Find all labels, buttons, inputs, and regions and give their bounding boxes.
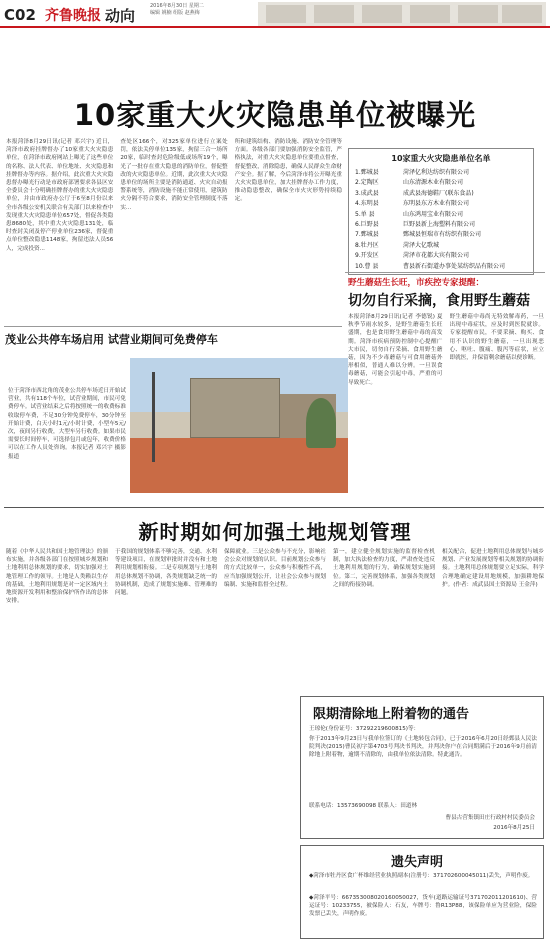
hazard-unit-county: 5.单 县: [355, 210, 375, 218]
hazard-unit-row: [355, 189, 527, 199]
page-number: C02: [4, 6, 36, 24]
hazard-unit-county: 10.曹 县: [355, 262, 379, 270]
hazard-unit-row: [355, 168, 527, 178]
notice-clear-attachments: [300, 696, 544, 839]
land-col-1: 随着《中华人民共和国土地管理法》的颁布实施，并各级各部门在按照城乡规划和土地利用总体规划的要求，切实加强对土地管理工作的领导。土地是人类赖以生存的基础，土地利用规划是对一定区域内土地资源开发利用和整治保护所作出的总体安排。: [6, 549, 108, 605]
hazard-unit-county: 9.开发区: [355, 252, 379, 260]
list-title: 10家重大火灾隐患单位名单: [391, 154, 491, 163]
lead-col-1: 本报菏泽8月29日讯(记者 邓兴宇) 近日，菏泽市政府挂牌督办了10家重大火灾隐患单位，在菏泽市政府网站上曝光了这些单位的名称、法人代表、单位地址、火灾隐患和挂牌督办等内容。据介绍，此次重大火灾隐患督办曝光行动是市政府部署要求各县区安全委员会十分明确挂牌督办的重大火灾隐患单位，并由市政府办公厅于6至8月份以来全市各级公安机关联合有关部门以来检查中发现重大火灾隐患单位657处，督促各类隐患8680处，其中重大火灾隐患131处，临时查封关闭及停产停业单位236家，督促重点单位整改隐患1148家，拘留违法人员56人，完成投资...: [6, 139, 114, 252]
parking-lot-photo: [130, 358, 348, 493]
header-meta: [150, 3, 270, 17]
lost-title: 遗失声明: [391, 855, 444, 870]
hazard-unit-name: 菏泽亿利达纺织有限公司: [403, 169, 470, 176]
section-name: 动向: [105, 7, 136, 25]
hazard-unit-row: [355, 251, 527, 261]
lost-line-1: ◆菏泽市牡丹区食广杯维经营业执照副本(注册号：371702600045011)丢失，声明作废。: [309, 873, 534, 879]
lead-col-2: 查处区166个，对325家单位进行立案处罚，依法关停单位135家，拘留三合一场所20家，临时查封危险级低或场所19个，曝光了一批存在重大隐患的消防单位，督促整改的火灾隐患单位。近期，此次重大火灾隐患单位的场所主要是消防通道、火灾自动报警系统等，消防设施不能正常使用，建筑防火分隔不符合要求，消防安全管理制度不落实...: [120, 139, 228, 211]
newspaper-brand: 齐鲁晚报: [45, 8, 101, 24]
mushroom-article-body: [348, 313, 544, 513]
hazard-unit-name: 鄄城县恒瑞市有纺织有限公司: [403, 231, 482, 239]
hazard-unit-name: 成武县海德鞋厂(联东食品): [403, 189, 474, 197]
issue-date: 2016年8月30日 星期二: [150, 3, 204, 9]
notice-body: 你于2013年9月23日与我单位签订的《土地转包合同》，已于2016年6月20日经鄄县人民法院判决(2015)曹民初字第4703号判决书判决，并判决你户在合同期满后于2016年9月前清除地上附着物，逾期不清除的，由我单位依法清除。特此通告。: [309, 736, 537, 759]
notice-signer: 曹县古营集镇田庄行政村村民委员会: [445, 815, 535, 821]
parking-text: 位于菏泽市西北角的茂业公共停车场近日开始试营业，共有118个车位，试营业期间，市民可免费停车。试营业结束之后将按照统一的收费标准收取停车费，不足30分钟免费停车，30分钟至开始计费，白天小时1元/小时计费，小型车5元/次，夜间另行收费，大型车另行收费。如果市民需要长时间停车，可选择包月或包年，收费价格可以在工作人员处咨询。本报记者 邓兴宇 摄影报道: [8, 388, 126, 460]
hazard-unit-row: [355, 241, 527, 251]
hazard-unit-name: 菏泽大亿歌城: [403, 241, 440, 249]
lead-col-3: 所和建筑结构、消防设施、消防安全管理等方面。各级各部门要加强消防安全监管，严格执法，对重大火灾隐患单位要重点督查，督促整改，消除隐患，确保人民群众生命财产安全。据了解，今后菏泽市将公开曝光重大火灾隐患单位，加大挂牌督办工作力度，推动隐患整改，确保全市火灾形势持续稳定。: [234, 139, 342, 203]
notice-title: 限期清除地上附着物的通告: [313, 707, 470, 722]
hazard-unit-row: [355, 199, 527, 209]
hazard-unit-name: 山东鸿用宝业有限公司: [403, 210, 464, 218]
hazard-unit-county: 3.成武县: [355, 189, 379, 197]
land-col-2: 于我国的规划体系不够完善，交通、水利等建设项目，在规划审批时并没有和土地利用规划相衔接。二是专项规划与土地利用总体规划不协调，各类规划缺乏统一的协调机制，造成了规划实施难、管理难的问题。: [115, 549, 217, 597]
lead-article-body: [6, 138, 342, 320]
mushroom-col-1: 本报菏泽8月29日讯(记者 李德锐) 夏秋季节雨水较多，是野生蘑菇生长旺盛期，也是食用野生蘑菇中毒的高发期。菏泽市疾病预防控制中心提醒广大市民，切勿自行采摘、食用野生蘑菇，因为不少毒蘑菇与可食用蘑菇外形相似，普通人难以分辨。一旦误食毒蘑菇，可能会引起中毒，严重的可导致死亡。: [348, 314, 443, 386]
parking-headline: 茂业公共停车场启用 试营业期间可免费停车: [5, 333, 218, 346]
lead-headline: 10家重大火灾隐患单位被曝光: [73, 98, 477, 132]
hazard-unit-county: 8.牡丹区: [355, 241, 379, 249]
notice-lost-statement: [300, 845, 544, 939]
lost-line-2: ◆菏泽平号：667353008020160050027，货车(道路运输证号371702011201610)、营运证号：10233755，被保险人：石友，车牌号：鲁R13P88，该保险单应为营业险，保险发票已丢失，声明作废。: [309, 895, 537, 918]
hazard-unit-county: 4.东明县: [355, 200, 379, 208]
hazard-unit-row: [355, 230, 527, 240]
hazard-unit-list: [348, 148, 534, 275]
mushroom-subtitle: 野生蘑菇生长旺，市疾控专家提醒：: [348, 278, 485, 288]
hazard-unit-row: [355, 210, 527, 220]
hazard-unit-name: 曹县新石街道办事处某纺织品有限公司: [403, 262, 506, 270]
hazard-unit-row: [355, 220, 527, 230]
hazard-unit-county: 7.鄄城县: [355, 231, 379, 239]
header-ad-banner: [258, 2, 546, 26]
notice-contact: 联系电话：13573690098 联系人：田道林: [309, 803, 418, 809]
hazard-unit-name: 菏泽市花都大宾有限公司: [403, 252, 470, 260]
hazard-unit-name: 东明县东方木业有限公司: [403, 200, 470, 208]
mushroom-headline: 切勿自行采摘，食用野生蘑菇: [348, 293, 530, 309]
hazard-unit-county: 6.巨野县: [355, 221, 379, 229]
notice-date: 2016年8月25日: [493, 825, 535, 831]
hazard-unit-name: 巨野县新上海塑料有限公司: [403, 221, 476, 229]
hazard-unit-name: 山东清源木业有限公司: [403, 179, 464, 187]
land-col-5: 相关配合，促进土地利用总体规划与城乡规划、产业发展规划等相关规划的协调衔接。土地利用总体规划要立足实际，科学合理地确定建设用地规模，加强耕地保护。(作者：成武县国土资源局 王金萍): [442, 549, 544, 588]
hazard-unit-county: 1.鄄城县: [355, 169, 379, 176]
mushroom-col-2: 野生蘑菇中毒尚无特效解毒药，一旦出现中毒症状，应及时到医院就诊。专家提醒市民，不要采摘、购买、食用不认识的野生蘑菇，一旦出现恶心、呕吐、腹痛、腹泻等症状，应立即就医，并保留剩余蘑菇以便诊断。: [449, 314, 544, 362]
land-headline: 新时期如何加强土地规划管理: [138, 520, 412, 544]
page-header: [0, 0, 550, 28]
hazard-unit-row: [355, 262, 527, 272]
land-col-3: 保障就业。三是公众参与不充分，影响社会公众对规划的认识。目前规划公众参与的方式比较单一，公众参与积极性不高，应当加强规划公开，让社会公众参与规划编制、实施和监督全过程。: [224, 549, 326, 588]
hazard-unit-county: 2.定陶区: [355, 179, 379, 187]
land-article-body: [6, 548, 544, 688]
notice-ref: 王琼伦(身份证号：37292219600815)等：: [309, 726, 420, 732]
land-col-4: 第一，建立健全规划实施的监督检查机制，加大执法检查的力度，严肃查处违反土地利用规划的行为，确保规划实施到位。第二，完善规划体系，加强各类规划之间的衔接协调。: [333, 549, 435, 588]
hazard-unit-row: [355, 178, 527, 188]
editors: 编辑 姚楠 组版 赵燕梅: [150, 10, 200, 16]
